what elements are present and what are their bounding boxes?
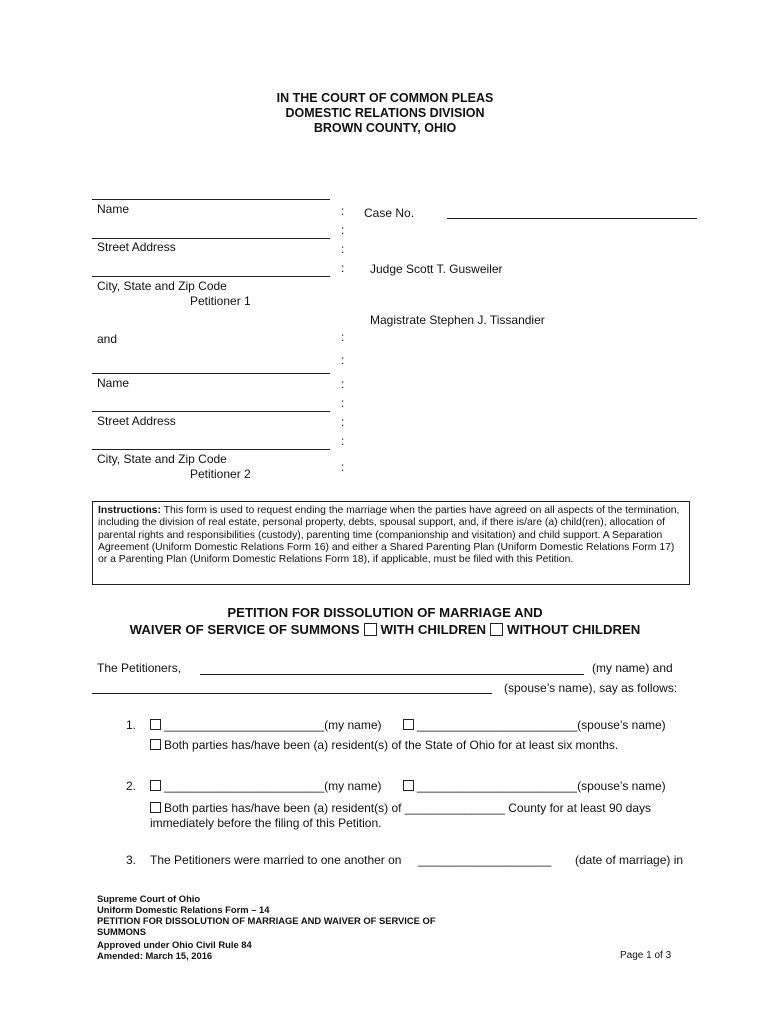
petitioner1-label: Petitioner 1 bbox=[190, 294, 251, 308]
caption-colon: : bbox=[341, 460, 345, 474]
petitioner1-name-line[interactable] bbox=[92, 199, 330, 200]
item1-number: 1. bbox=[126, 718, 137, 732]
with-children-label: WITH CHILDREN bbox=[380, 622, 486, 637]
spouse-say-label: (spouse’s name), say as follows: bbox=[504, 681, 678, 695]
caption-colon: : bbox=[341, 223, 345, 237]
item2-spouse-blank[interactable]: ________________________(spouse’s name) bbox=[417, 779, 666, 793]
item2-number: 2. bbox=[126, 779, 137, 793]
item1-residency bbox=[150, 738, 618, 752]
item1-my-name-blank[interactable]: ________________________(my name) bbox=[164, 718, 382, 732]
instructions-text: This form is used to request ending the marriage when the parties have agreed on all aspects of the termination, including the division of real estate, personal property, debts, spousal support, and, if there is/are (a) child(ren), allocation of parental rights and responsibilities (custody), parenting time (companionship and visitation) and child support. A Separation Agreement (Uniform Domestic Relations Form 16) and either a Shared Parenting Plan (Uniform Domestic Relations Form 17) or a Parenting Plan (Uniform Domestic Relations Form 18), if applicable, must be filed with this Petition. bbox=[98, 505, 680, 566]
case-no-field[interactable] bbox=[447, 218, 697, 219]
petitioner1-name-label: Name bbox=[97, 202, 130, 216]
item3-number: 3. bbox=[126, 853, 137, 867]
spouse-name-field[interactable] bbox=[92, 693, 492, 694]
item2-residency-text-a: Both parties has/have been (a) resident(s) of bbox=[164, 801, 405, 815]
petitioner1-city-line[interactable] bbox=[92, 276, 330, 277]
caption-colon: : bbox=[341, 415, 345, 429]
and-label: and bbox=[97, 332, 118, 346]
item1-my-name bbox=[150, 718, 382, 732]
footer-approved: Approved under Ohio Civil Rule 84 bbox=[97, 939, 252, 950]
without-children-checkbox[interactable] bbox=[490, 623, 503, 636]
petitioner2-city-line[interactable] bbox=[92, 449, 330, 450]
item2-residency-text-b: County for at least 90 days bbox=[504, 801, 651, 815]
petitioner1-street-label: Street Address bbox=[97, 240, 176, 254]
judge-name: Judge Scott T. Gusweiler bbox=[370, 262, 503, 276]
with-children-checkbox[interactable] bbox=[364, 623, 377, 636]
item2-my-name bbox=[150, 779, 382, 793]
waiver-title: WAIVER OF SERVICE OF SUMMONS bbox=[129, 622, 360, 637]
petitioners-label: The Petitioners, bbox=[97, 661, 182, 675]
magistrate-name: Magistrate Stephen J. Tissandier bbox=[370, 313, 545, 327]
item2-county-blank[interactable]: _______________ bbox=[404, 801, 505, 815]
petitioner2-street-label: Street Address bbox=[97, 414, 176, 428]
caption-colon: : bbox=[341, 204, 345, 218]
caption-colon: : bbox=[341, 377, 345, 391]
caption-colon: : bbox=[341, 330, 345, 344]
item2-spouse-name bbox=[403, 779, 666, 793]
without-children-label: WITHOUT CHILDREN bbox=[507, 622, 641, 637]
footer-court: Supreme Court of Ohio bbox=[97, 893, 201, 904]
case-no-label: Case No. bbox=[364, 206, 415, 220]
item2-spouse-checkbox[interactable] bbox=[403, 780, 414, 791]
footer-amended: Amended: March 15, 2016 bbox=[97, 950, 213, 961]
court-name: IN THE COURT OF COMMON PLEAS bbox=[276, 91, 494, 105]
item2-residency-checkbox[interactable] bbox=[150, 802, 161, 813]
page-number: Page 1 of 3 bbox=[620, 950, 672, 961]
petition-subtitle bbox=[0, 622, 770, 637]
caption-colon: : bbox=[341, 353, 345, 367]
caption-colon: : bbox=[341, 434, 345, 448]
instructions-label: Instructions: bbox=[98, 505, 161, 516]
court-county: BROWN COUNTY, OHIO bbox=[313, 121, 457, 135]
item1-residency-checkbox[interactable] bbox=[150, 739, 161, 750]
item1-residency-text: Both parties has/have been (a) resident(s) of the State of Ohio for at least six months. bbox=[164, 738, 619, 752]
caption-colon: : bbox=[341, 261, 345, 275]
my-name-and-label: (my name) and bbox=[592, 661, 673, 675]
petitioner2-name-label: Name bbox=[97, 376, 130, 390]
item3-text: The Petitioners were married to one another on bbox=[150, 853, 402, 867]
petitioner2-name-line[interactable] bbox=[92, 373, 330, 374]
item1-spouse-checkbox[interactable] bbox=[403, 719, 414, 730]
petitioner1-city-label: City, State and Zip Code bbox=[97, 279, 227, 293]
item1-spouse-name bbox=[403, 718, 666, 732]
my-name-field[interactable] bbox=[200, 674, 584, 675]
petitioner1-street-line[interactable] bbox=[92, 238, 330, 239]
item1-spouse-blank[interactable]: ________________________(spouse’s name) bbox=[417, 718, 666, 732]
item3-date-blank[interactable]: ____________________ bbox=[418, 853, 552, 867]
court-division: DOMESTIC RELATIONS DIVISION bbox=[285, 106, 485, 120]
petitioner2-street-line[interactable] bbox=[92, 411, 330, 412]
petition-title: PETITION FOR DISSOLUTION OF MARRIAGE AND bbox=[227, 605, 543, 620]
item3-end-text: (date of marriage) in bbox=[575, 853, 684, 867]
item1-my-name-checkbox[interactable] bbox=[150, 719, 161, 730]
item2-residency bbox=[150, 801, 651, 815]
caption-colon: : bbox=[341, 242, 345, 256]
footer-form-title-cont: SUMMONS bbox=[97, 926, 146, 937]
petitioner2-label: Petitioner 2 bbox=[190, 467, 251, 481]
item2-residency-text-c: immediately before the filing of this Petition. bbox=[150, 816, 382, 830]
item2-my-name-blank[interactable]: ________________________(my name) bbox=[164, 779, 382, 793]
footer-form-number: Uniform Domestic Relations Form – 14 bbox=[97, 904, 270, 915]
instructions-box bbox=[92, 501, 690, 585]
item2-my-name-checkbox[interactable] bbox=[150, 780, 161, 791]
footer-form-title: PETITION FOR DISSOLUTION OF MARRIAGE AND WAIVER OF SERVICE OF bbox=[97, 915, 436, 926]
caption-colon: : bbox=[341, 396, 345, 410]
petitioner2-city-label: City, State and Zip Code bbox=[97, 452, 227, 466]
